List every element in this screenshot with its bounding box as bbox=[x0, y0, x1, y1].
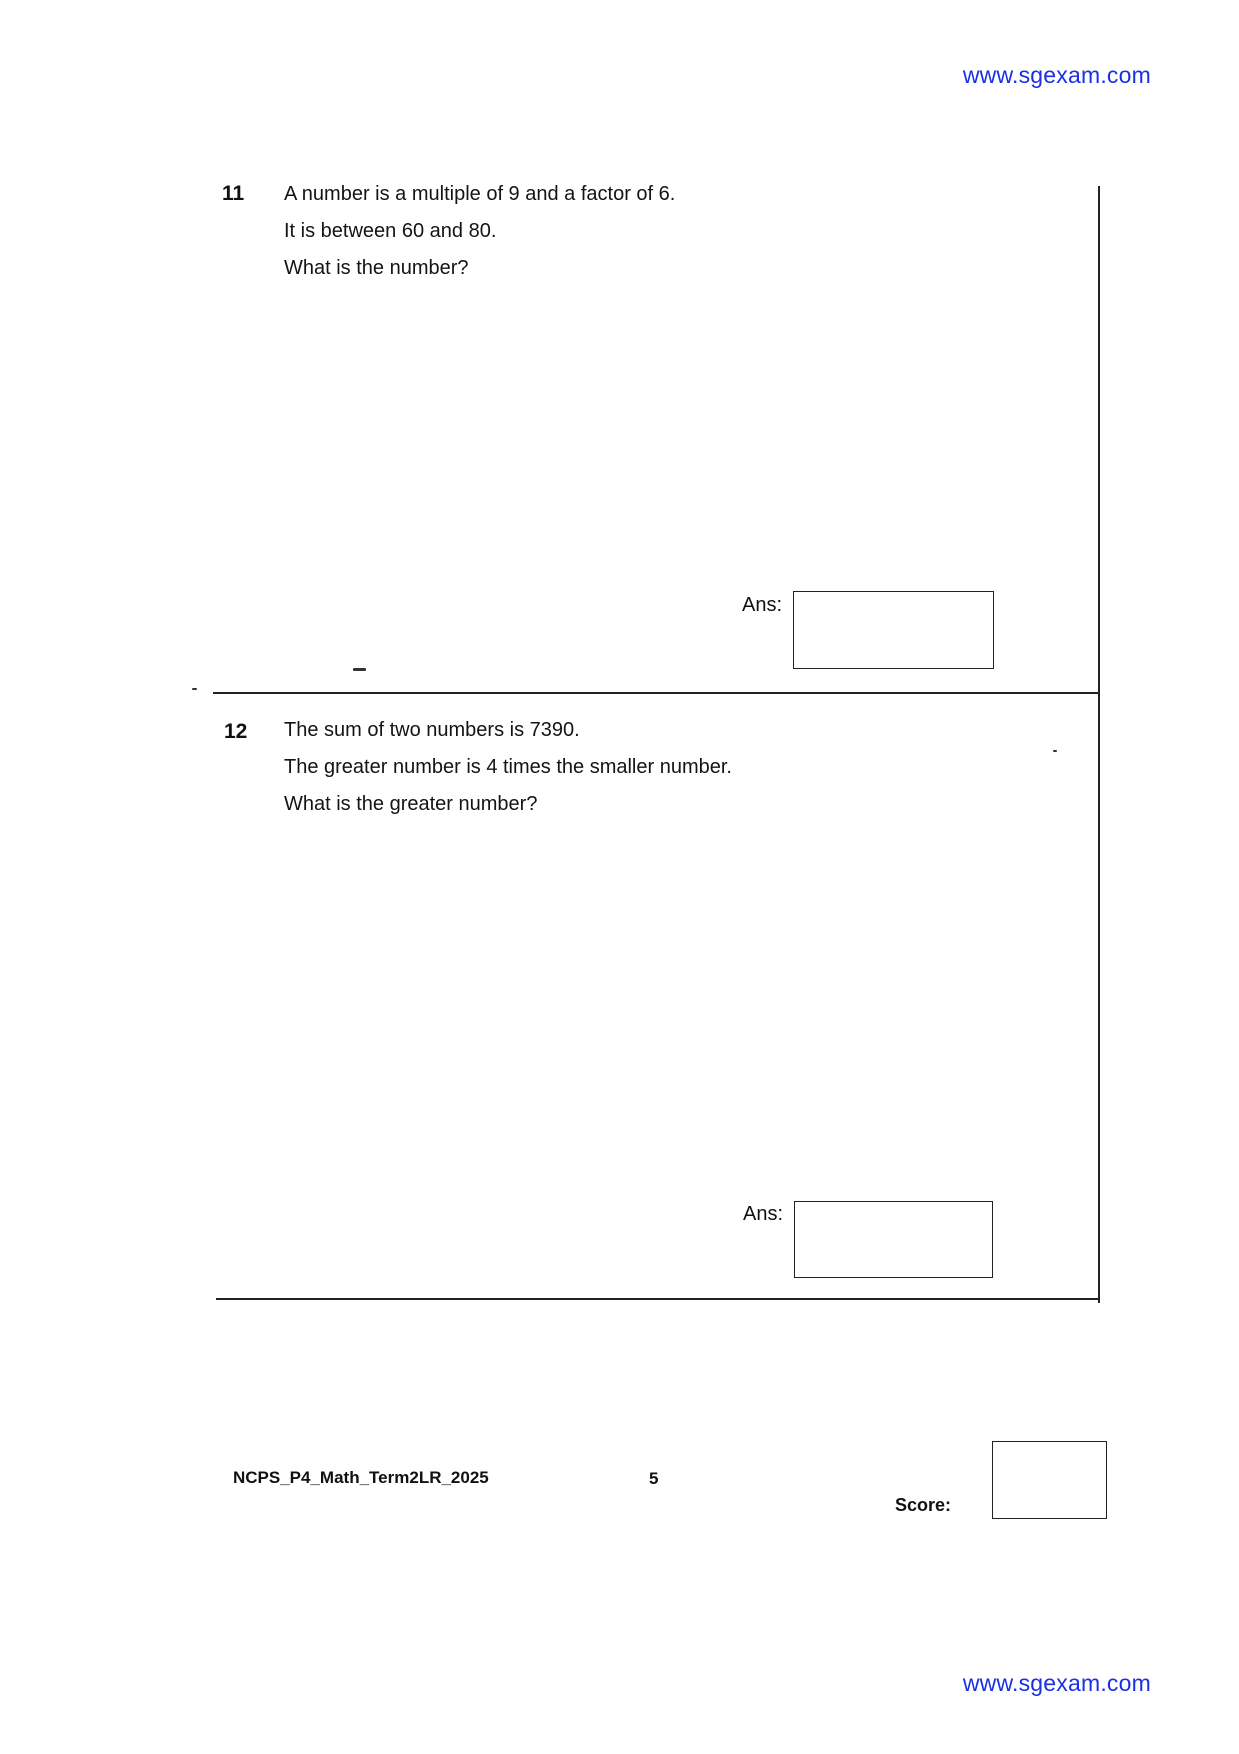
scan-speck bbox=[353, 668, 366, 671]
answer-box-q12[interactable] bbox=[794, 1201, 993, 1278]
question-line: What is the greater number? bbox=[284, 793, 538, 815]
question-line: It is between 60 and 80. bbox=[284, 220, 497, 242]
score-label: Score: bbox=[895, 1495, 952, 1515]
question-line: What is the number? bbox=[284, 257, 469, 279]
right-border-line bbox=[1098, 186, 1100, 1303]
watermark-bottom: www.sgexam.com bbox=[962, 1670, 1151, 1696]
divider-line-q11-q12 bbox=[213, 692, 1100, 694]
answer-label: Ans: bbox=[742, 594, 783, 616]
page-number: 5 bbox=[649, 1469, 659, 1488]
question-number: 12 bbox=[224, 720, 248, 743]
paper-code: NCPS_P4_Math_Term2LR_2025 bbox=[233, 1468, 489, 1487]
question-number: 11 bbox=[222, 182, 245, 205]
question-text bbox=[284, 176, 675, 287]
answer-label: Ans: bbox=[743, 1203, 784, 1225]
scan-speck bbox=[1053, 750, 1057, 752]
score-box[interactable] bbox=[992, 1441, 1107, 1519]
question-line: The sum of two numbers is 7390. bbox=[284, 719, 580, 741]
answer-box-q11[interactable] bbox=[793, 591, 994, 669]
watermark-top: www.sgexam.com bbox=[962, 62, 1151, 88]
question-text bbox=[284, 712, 732, 823]
question-line: A number is a multiple of 9 and a factor of 6. bbox=[284, 183, 676, 205]
scan-speck bbox=[192, 688, 197, 690]
bottom-border-line bbox=[216, 1298, 1098, 1300]
question-line: The greater number is 4 times the smaller number. bbox=[284, 756, 732, 778]
